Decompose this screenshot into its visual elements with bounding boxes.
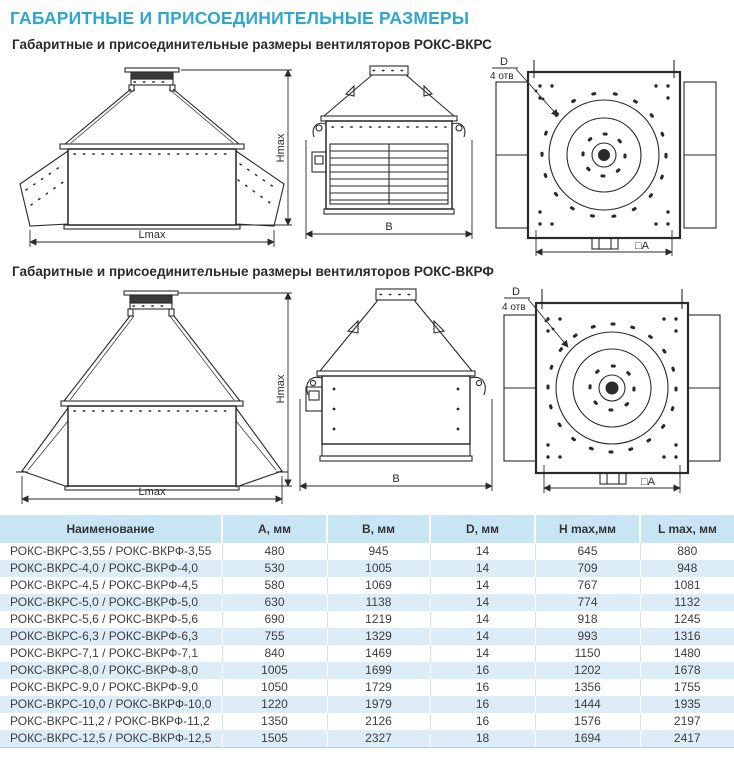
drawings-vkrf (0, 281, 734, 509)
table-row (0, 560, 734, 577)
cell-value: 774 (535, 594, 640, 611)
section2-heading: Габаритные и присоединительные размеры вентиляторов РОКС-ВКРФ (12, 264, 494, 279)
cell-value: 2417 (640, 730, 734, 748)
cell-value: 1350 (222, 713, 327, 730)
cell-model-name: РОКС-ВКРС-7,1 / РОКС-ВКРФ-7,1 (10, 646, 199, 660)
cell-model-name: РОКС-ВКРС-12,5 / РОКС-ВКРФ-12,5 (0, 730, 222, 748)
cell-value: 14 (430, 560, 535, 577)
cell-value: 1755 (640, 679, 734, 696)
cell-value: 1150 (535, 645, 640, 662)
cell-value: 1576 (535, 713, 640, 730)
cell-value: 1081 (640, 577, 734, 594)
cell-model-name: РОКС-ВКРС-5,6 / РОКС-ВКРФ-5,6 (10, 612, 199, 626)
cell-value: 1356 (535, 679, 640, 696)
table-header-row (0, 515, 734, 543)
b-label: B (385, 221, 393, 233)
fan-hood (60, 68, 244, 149)
lifting-hooks (307, 377, 485, 395)
cell-value: 16 (430, 696, 535, 713)
cell-value: 880 (640, 543, 734, 560)
fan-hood (317, 289, 475, 376)
fan-body (64, 149, 240, 229)
cell-value: 14 (430, 628, 535, 645)
cell-model-name: РОКС-ВКРС-3,55 / РОКС-ВКРФ-3,55 (10, 544, 212, 558)
lmax-dimension (30, 229, 274, 247)
cell-value: 1220 (222, 696, 327, 713)
cell-value: 1935 (640, 696, 734, 713)
cell-value: 767 (535, 577, 640, 594)
vkrf-front-view-drawing (8, 281, 296, 509)
cell-value: 16 (430, 679, 535, 696)
table-row (0, 713, 734, 730)
cell-value: 14 (430, 543, 535, 560)
col-header-1: А, мм (222, 515, 327, 543)
hmax-dimension (178, 293, 292, 486)
base-plate (536, 289, 688, 473)
cell-value: 2327 (327, 730, 430, 748)
table-row (0, 645, 734, 662)
col-header-0: Наименование (0, 515, 222, 543)
section1-heading: Габаритные и присоединительные размеры вентиляторов РОКС-ВКРС (12, 37, 492, 52)
table-body (0, 543, 734, 748)
page (0, 8, 734, 748)
cell-value: 1245 (640, 611, 734, 628)
col-header-3: D, мм (430, 515, 535, 543)
cell-value: 1069 (327, 577, 430, 594)
cell-model-name: РОКС-ВКРС-5,0 / РОКС-ВКРФ-5,0 (0, 594, 222, 611)
fan-hood (321, 66, 457, 121)
cell-model-name: РОКС-ВКРС-4,0 / РОКС-ВКРФ-4,0 (0, 560, 222, 577)
table-row (0, 679, 734, 696)
col-header-5: L max, мм (640, 515, 734, 543)
b-label: B (392, 473, 400, 485)
fan-hood (61, 291, 243, 406)
cell-value: 690 (222, 611, 327, 628)
table-row (0, 543, 734, 560)
d-label: D (512, 286, 520, 298)
cell-value: 1329 (327, 628, 430, 645)
cell-value: 1699 (327, 662, 430, 679)
cell-model-name: РОКС-ВКРС-10,0 / РОКС-ВКРФ-10,0 (0, 696, 222, 713)
cell-value: 993 (535, 628, 640, 645)
vkrf-top-view-drawing (496, 281, 730, 509)
a-label: □A (641, 476, 655, 488)
cell-value: 2197 (640, 713, 734, 730)
drawings-vkrs (0, 54, 734, 256)
table-row (0, 730, 734, 748)
table-row (0, 628, 734, 645)
cell-value: 530 (222, 560, 327, 577)
lifting-hooks (313, 123, 465, 137)
motor-box (600, 473, 626, 484)
holes-label: 4 отв (502, 302, 526, 313)
cell-value: 1219 (327, 611, 430, 628)
holes-label: 4 отв (490, 71, 514, 82)
a-label: □A (635, 240, 649, 252)
cell-value: 1005 (222, 662, 327, 679)
fan-body (320, 376, 472, 461)
cell-value: 1316 (640, 628, 734, 645)
dimensions-table (0, 515, 734, 748)
cell-value: 1505 (222, 730, 327, 748)
louver-grille (330, 144, 448, 204)
cell-value: 2126 (327, 713, 430, 730)
lmax-label: Lmax (138, 486, 166, 498)
cell-value: 1005 (327, 560, 430, 577)
vkrs-side-view-drawing (296, 54, 482, 256)
cell-value: 918 (535, 611, 640, 628)
cell-model-name: РОКС-ВКРС-9,0 / РОКС-ВКРФ-9,0 (10, 680, 199, 694)
b-dimension (300, 399, 492, 491)
cell-value: 945 (327, 543, 430, 560)
motor-box (312, 152, 326, 172)
cell-value: 14 (430, 645, 535, 662)
motor-box (592, 238, 618, 249)
vkrs-top-view-drawing (482, 54, 730, 256)
lmax-label: Lmax (138, 229, 166, 241)
table-row (0, 662, 734, 679)
cell-value: 1469 (327, 645, 430, 662)
motor-box (306, 387, 322, 411)
cell-model-name: РОКС-ВКРС-4,5 / РОКС-ВКРФ-4,5 (10, 578, 199, 592)
cell-value: 948 (640, 560, 734, 577)
cell-value: 14 (430, 577, 535, 594)
vkrs-front-view-drawing (8, 54, 296, 256)
cell-value: 1480 (640, 645, 734, 662)
cell-value: 645 (535, 543, 640, 560)
table-row (0, 611, 734, 628)
cell-value: 709 (535, 560, 640, 577)
col-header-4: H max,мм (535, 515, 640, 543)
cell-value: 1444 (535, 696, 640, 713)
cell-value: 1694 (535, 730, 640, 748)
cell-value: 1202 (535, 662, 640, 679)
left-brace (16, 408, 68, 487)
cell-value: 1050 (222, 679, 327, 696)
left-damper-flap (20, 151, 68, 226)
lmax-dimension (22, 476, 282, 504)
cell-value: 1138 (327, 594, 430, 611)
cell-value: 16 (430, 713, 535, 730)
cell-value: 1979 (327, 696, 430, 713)
cell-value: 580 (222, 577, 327, 594)
hmax-label: Hmax (275, 374, 287, 404)
hmax-label: Hmax (275, 133, 287, 163)
cell-value: 755 (222, 628, 327, 645)
cell-value: 630 (222, 594, 327, 611)
cell-value: 1132 (640, 594, 734, 611)
cell-value: 14 (430, 611, 535, 628)
table-row (0, 696, 734, 713)
cell-value: 1729 (327, 679, 430, 696)
d-label: D (500, 56, 508, 68)
cell-model-name: РОКС-ВКРС-8,0 / РОКС-ВКРФ-8,0 (0, 662, 222, 679)
vkrf-side-view-drawing (296, 281, 496, 509)
cell-value: 16 (430, 662, 535, 679)
cell-model-name: РОКС-ВКРС-6,3 / РОКС-ВКРФ-6,3 (0, 628, 222, 645)
cell-value: 840 (222, 645, 327, 662)
cell-value: 480 (222, 543, 327, 560)
right-brace (236, 408, 288, 487)
cell-value: 14 (430, 594, 535, 611)
cell-model-name: РОКС-ВКРС-11,2 / РОКС-ВКРФ-11,2 (10, 714, 210, 728)
table-row (0, 594, 734, 611)
fan-body (65, 406, 239, 490)
table-row (0, 577, 734, 594)
col-header-2: В, мм (327, 515, 430, 543)
cell-value: 18 (430, 730, 535, 748)
cell-value: 1678 (640, 662, 734, 679)
page-title: ГАБАРИТНЫЕ И ПРИСОЕДИНИТЕЛЬНЫЕ РАЗМЕРЫ (10, 8, 470, 28)
